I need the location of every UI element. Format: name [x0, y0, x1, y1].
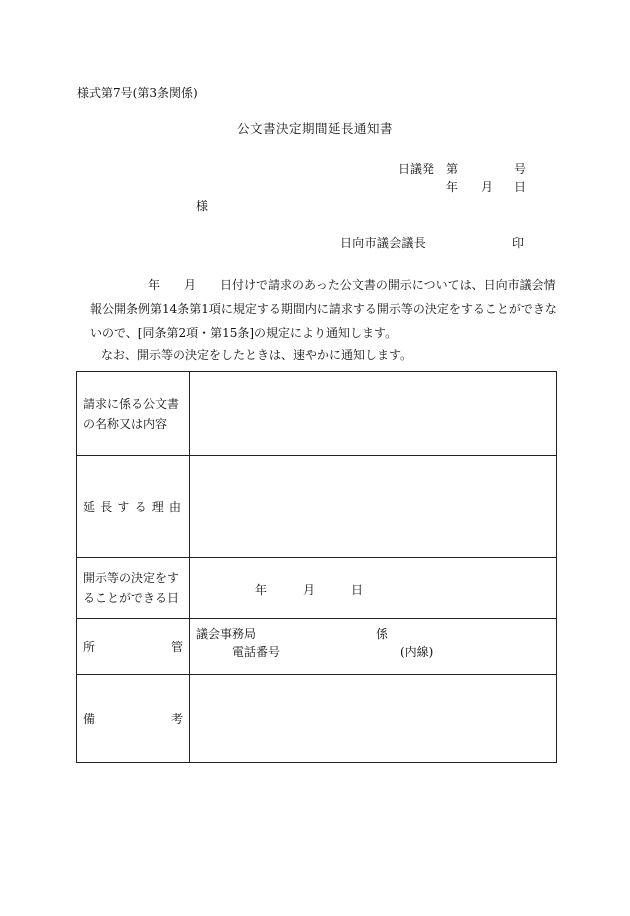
issue-date-month: 月 — [481, 180, 494, 194]
form-number: 様式第7号(第3条関係) — [77, 86, 198, 100]
addressee-honorific: 様 — [196, 199, 209, 213]
value-remarks — [190, 675, 557, 763]
label-document-name-line2: の名称又は内容 — [83, 416, 168, 431]
value-jurisdiction — [190, 619, 557, 675]
table-row-document — [77, 372, 557, 456]
issue-date-year: 年 — [446, 180, 459, 194]
notice-table — [76, 371, 557, 763]
reference-dai: 第 — [446, 162, 459, 176]
label-extension-reason — [77, 456, 190, 558]
label-remarks-char: 考 — [170, 711, 183, 726]
label-decision-date — [77, 558, 190, 619]
label-reason-char: 理 — [151, 499, 164, 514]
reference-go: 号 — [514, 162, 527, 176]
seal-mark: 印 — [512, 236, 525, 250]
section-suffix: 係 — [376, 627, 389, 641]
label-remarks — [77, 675, 190, 763]
value-document-name — [190, 372, 557, 456]
notice-paragraph — [90, 273, 560, 345]
table-row-remarks — [77, 675, 557, 763]
notice-line-3: いので、[同条第2項・第15条]の規定により通知します。 — [90, 326, 398, 340]
decision-date-day: 日 — [351, 583, 364, 597]
label-jurisdiction-char: 管 — [170, 639, 183, 654]
label-reason-char: 長 — [100, 499, 113, 514]
document-title: 公文書決定期間延長通知書 — [236, 121, 393, 136]
label-jurisdiction-char: 所 — [83, 639, 96, 654]
notice-line-2: 報公開条例第14条第1項に規定する期間内に請求する開示等の決定をすることができな — [90, 302, 557, 316]
label-document-name-line1: 請求に係る公文書 — [83, 396, 180, 411]
table-row-decision-date — [77, 558, 557, 619]
notice-line-1: 年 月 日付けで請求のあった公文書の開示については、日向市議会情 — [148, 278, 556, 292]
label-decision-date-line2: ることができる日 — [83, 591, 180, 605]
value-decision-date — [190, 558, 557, 619]
phone-label: 電話番号 — [232, 645, 281, 659]
issue-date-day: 日 — [514, 180, 527, 194]
label-decision-date-line1: 開示等の決定をす — [83, 571, 180, 585]
label-reason-char: 延 — [83, 499, 96, 514]
sender-name: 日向市議会議長 — [340, 236, 427, 250]
office-name: 議会事務局 — [196, 627, 257, 641]
label-document-name — [77, 372, 190, 456]
reference-prefix: 日議発 — [398, 162, 435, 176]
label-reason-char: 由 — [168, 499, 181, 514]
label-reason-char: る — [134, 499, 147, 514]
label-remarks-char: 備 — [83, 711, 96, 726]
label-jurisdiction — [77, 619, 190, 675]
value-extension-reason — [190, 456, 557, 558]
table-row-jurisdiction — [77, 619, 557, 675]
decision-date-year: 年 — [255, 583, 268, 597]
extension-label: (内線) — [400, 645, 434, 659]
decision-date-month: 月 — [303, 583, 316, 597]
notice-followup: なお、開示等の決定をしたときは、速やかに通知します。 — [101, 348, 413, 362]
table-row-reason — [77, 456, 557, 558]
label-reason-char: す — [117, 499, 130, 514]
